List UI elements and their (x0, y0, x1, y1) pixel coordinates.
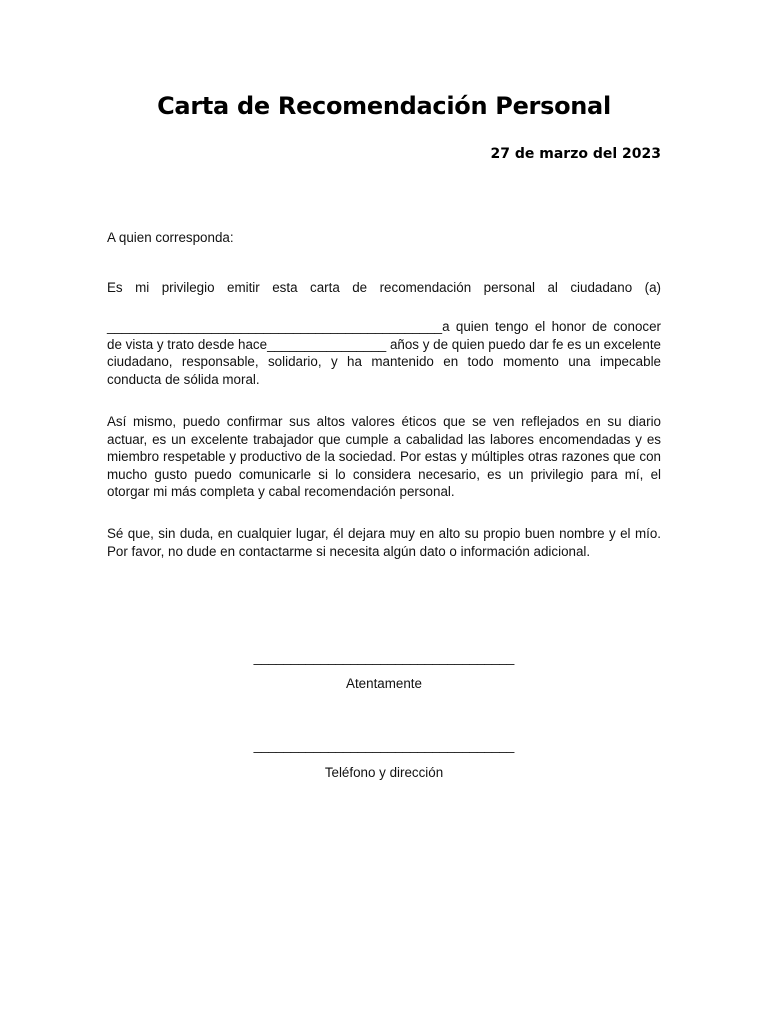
paragraph-intro: Es mi privilegio emitir esta carta de recomendación personal al ciudadano (a) (107, 280, 661, 295)
paragraph-values: Así mismo, puedo confirmar sus altos valores éticos que se ven reflejados en su diario actuar, es un excelente trabajador que cumple a cabalidad las labores encomendadas y es miembro respetable y productivo de la sociedad. Por estas y múltiples otras razones que con mucho gusto puedo comunicarle si lo considera necesario, es un privilegio para mí, el otorgar mi más completa y cabal recomendación personal. (107, 414, 661, 500)
letter-date: 27 de marzo del 2023 (490, 146, 661, 162)
paragraph-closing: Sé que, sin duda, en cualquier lugar, él dejara muy en alto su propio buen nombre y el mío. Por favor, no dude en contactarme si necesita algún dato o información adicional. (107, 526, 661, 559)
contact-line: ___________________________________ (253, 738, 515, 753)
signature-line: ___________________________________ (253, 650, 515, 665)
greeting: A quien corresponda: (107, 230, 234, 245)
paragraph-citizen: _____________________________________________a quien tengo el honor de conocer de vista y trato desde hace________________ años y de quien puedo dar fe es un excelente ciudadano, responsable, solidario, y ha mantenido en todo momento una impecable conducta de sólida moral. (107, 319, 661, 387)
contact-label: Teléfono y dirección (324, 765, 444, 780)
signature-label-atentamente: Atentamente (346, 676, 422, 691)
letter-title: Carta de Recomendación Personal (157, 92, 611, 120)
